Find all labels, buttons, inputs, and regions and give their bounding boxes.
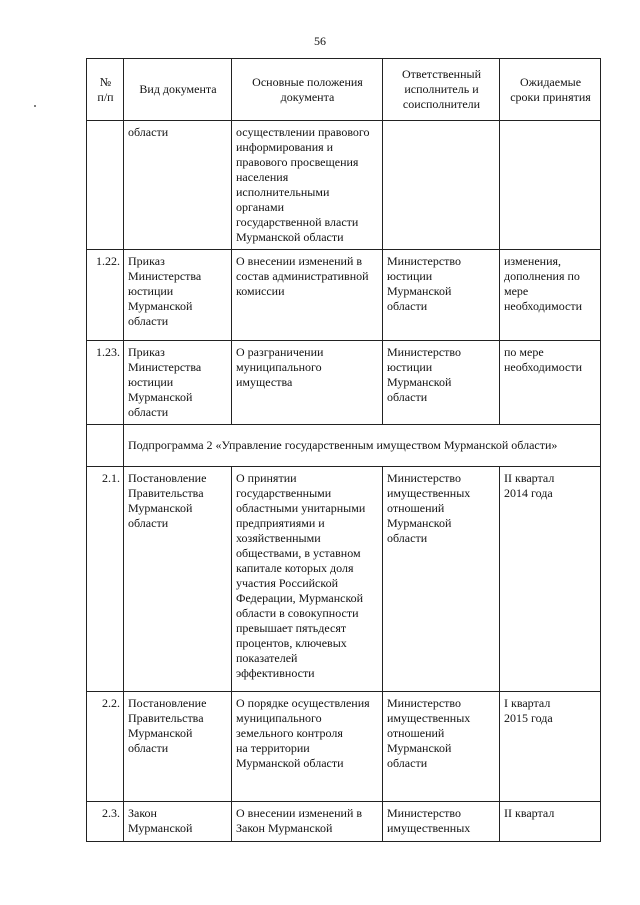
cell-text-line: области [387, 299, 428, 313]
cell-responsible [383, 467, 500, 692]
cell-text-line: капитале которых доля [236, 561, 354, 575]
cell-text-line: Мурманской [128, 299, 193, 313]
cell-text-line: Мурманской [128, 501, 193, 515]
cell-text-line: на территории [236, 741, 310, 755]
cell-terms [500, 250, 601, 341]
cell-text-line: Основные положения [252, 74, 363, 89]
cell-text-line: обществами, в уставном [236, 546, 361, 560]
page-number: 56 [314, 34, 326, 48]
cell-text-line: 2014 года [504, 486, 553, 500]
cell-text-line: Мурманской [387, 375, 452, 389]
cell-text-line: Приказ [128, 345, 165, 359]
header-doc-type [124, 59, 232, 121]
cell-provisions [232, 341, 383, 425]
cell-text-line: области [387, 390, 428, 404]
cell-text-line: юстиции [128, 284, 174, 298]
cell-text-line: участия Российской [236, 576, 339, 590]
cell-text-line: Федерации, Мурманской [236, 591, 364, 605]
cell-num [87, 121, 124, 250]
cell-text-line: Закон Мурманской [236, 821, 333, 835]
cell-provisions [232, 692, 383, 802]
cell-text-line: II квартал [504, 471, 555, 485]
cell-text-line: юстиции [387, 269, 433, 283]
cell-text-line: процентов, ключевых [236, 636, 347, 650]
cell-text-line: муниципального [236, 360, 322, 374]
cell-text-line: органами [236, 200, 285, 214]
table-row [87, 692, 601, 802]
cell-provisions [232, 121, 383, 250]
cell-num: 2.2. [87, 692, 124, 802]
cell-text-line: области [128, 516, 169, 530]
cell-text-line: п/п [97, 89, 114, 104]
table-row [87, 341, 601, 425]
cell-text-line: Мурманской [387, 741, 452, 755]
table-row [87, 121, 601, 250]
cell-text-line: сроки принятия [510, 89, 591, 104]
cell-text-line: 2015 года [504, 711, 553, 725]
cell-text-line: Мурманской [387, 516, 452, 530]
cell-text-line: государственными [236, 486, 332, 500]
cell-responsible [383, 692, 500, 802]
subprogram-row [87, 425, 601, 467]
cell-text-line: необходимости [504, 360, 583, 374]
cell-doc-type [124, 250, 232, 341]
cell-text-line: № [99, 74, 112, 89]
cell-text-line: Министерство [387, 696, 461, 710]
header-num [87, 59, 124, 121]
table-row [87, 467, 601, 692]
cell-text-line: Мурманской области [236, 230, 344, 244]
cell-doc-type [124, 467, 232, 692]
cell-text-line: Министерство [387, 806, 461, 820]
cell-text-line: Министерство [387, 345, 461, 359]
cell-text-line: земельного контроля [236, 726, 343, 740]
cell-text-line: Ожидаемые [519, 74, 582, 89]
cell-text-line: Министерства [128, 360, 202, 374]
cell-text-line: Правительства [128, 486, 204, 500]
cell-text-line: комиссии [236, 284, 285, 298]
cell-responsible [383, 250, 500, 341]
cell-text-line: области [128, 125, 169, 139]
cell-text-line: правового просвещения [236, 155, 359, 169]
cell-text-line: Ответственный [401, 67, 482, 81]
cell-text-line: II квартал [504, 806, 555, 820]
cell-num: 1.22. [87, 250, 124, 341]
cell-text-line: документа [280, 89, 335, 104]
cell-text-line: Постановление [128, 696, 207, 710]
subprogram-num-cell [87, 425, 124, 467]
cell-doc-type [124, 341, 232, 425]
cell-text-line: Мурманской [128, 821, 193, 835]
cell-text-line: мере [504, 284, 529, 298]
cell-num: 1.23. [87, 341, 124, 425]
cell-text-line: отношений [387, 726, 445, 740]
cell-text-line: областными унитарными [236, 501, 366, 515]
cell-text-line: имущества [236, 375, 293, 389]
cell-text-line: имущественных [387, 821, 471, 835]
cell-text-line: Министерства [128, 269, 202, 283]
cell-text-line: государственной власти [236, 215, 359, 229]
cell-provisions [232, 467, 383, 692]
cell-text-line: Мурманской [387, 284, 452, 298]
cell-text-line: исполнительными [236, 185, 330, 199]
cell-text-line: необходимости [504, 299, 583, 313]
cell-text-line: юстиции [128, 375, 174, 389]
cell-text-line: Мурманской области [236, 756, 344, 770]
subprogram-title: Подпрограмма 2 «Управление государственным имуществом Мурманской области» [124, 425, 601, 467]
cell-text-line: по мере [504, 345, 544, 359]
table-row [87, 250, 601, 341]
cell-provisions [232, 250, 383, 341]
cell-text-line: имущественных [387, 486, 471, 500]
cell-text-line: соисполнители [402, 97, 481, 111]
header-provisions [232, 59, 383, 121]
cell-terms [500, 341, 601, 425]
cell-doc-type [124, 802, 232, 842]
cell-terms [500, 802, 601, 842]
cell-text-line: Министерство [387, 471, 461, 485]
cell-text-line: исполнитель и [404, 82, 479, 96]
cell-text-line: О принятии [236, 471, 297, 485]
cell-responsible [383, 802, 500, 842]
cell-text-line: Правительства [128, 711, 204, 725]
cell-text-line: области [387, 756, 428, 770]
cell-text-line: юстиции [387, 360, 433, 374]
table-header-row [87, 59, 601, 121]
cell-text-line: области [128, 314, 169, 328]
cell-text-line: Закон [128, 806, 157, 820]
cell-text-line: О разграничении [236, 345, 324, 359]
cell-text-line: эффективности [236, 666, 315, 680]
cell-doc-type [124, 121, 232, 250]
cell-provisions [232, 802, 383, 842]
cell-text-line: О внесении изменений в [236, 254, 363, 268]
cell-text-line: информирования и [236, 140, 334, 154]
cell-terms [500, 692, 601, 802]
legislation-plan-table [86, 58, 601, 842]
cell-text-line: области [128, 405, 169, 419]
cell-text-line: состав административной [236, 269, 369, 283]
cell-text-line: Постановление [128, 471, 207, 485]
cell-text-line: показателей [236, 651, 298, 665]
scan-speck [34, 105, 36, 107]
cell-terms [500, 121, 601, 250]
header-terms [500, 59, 601, 121]
cell-text-line: Мурманской [128, 390, 193, 404]
cell-num: 2.3. [87, 802, 124, 842]
cell-text-line: О внесении изменений в [236, 806, 363, 820]
cell-text-line: изменения, [504, 254, 562, 268]
cell-text-line: дополнения по [504, 269, 580, 283]
cell-terms [500, 467, 601, 692]
cell-text-line: Приказ [128, 254, 165, 268]
cell-text-line: Министерство [387, 254, 461, 268]
header-responsible [383, 59, 500, 121]
cell-text-line: хозяйственными [236, 531, 321, 545]
cell-text-line: Вид документа [139, 82, 217, 96]
cell-text-line: области [128, 741, 169, 755]
cell-text-line: муниципального [236, 711, 322, 725]
cell-text-line: отношений [387, 501, 445, 515]
cell-text-line: I квартал [504, 696, 551, 710]
cell-text-line: О порядке осуществления [236, 696, 370, 710]
cell-text-line: имущественных [387, 711, 471, 725]
table-row [87, 802, 601, 842]
cell-responsible [383, 341, 500, 425]
cell-text-line: превышает пятьдесят [236, 621, 347, 635]
cell-text-line: предприятиями и [236, 516, 325, 530]
cell-text-line: области в совокупности [236, 606, 359, 620]
cell-text-line: осуществлении правового [236, 125, 370, 139]
cell-text-line: области [387, 531, 428, 545]
cell-responsible [383, 121, 500, 250]
cell-doc-type [124, 692, 232, 802]
cell-text-line: населения [236, 170, 289, 184]
cell-num: 2.1. [87, 467, 124, 692]
cell-text-line: Мурманской [128, 726, 193, 740]
